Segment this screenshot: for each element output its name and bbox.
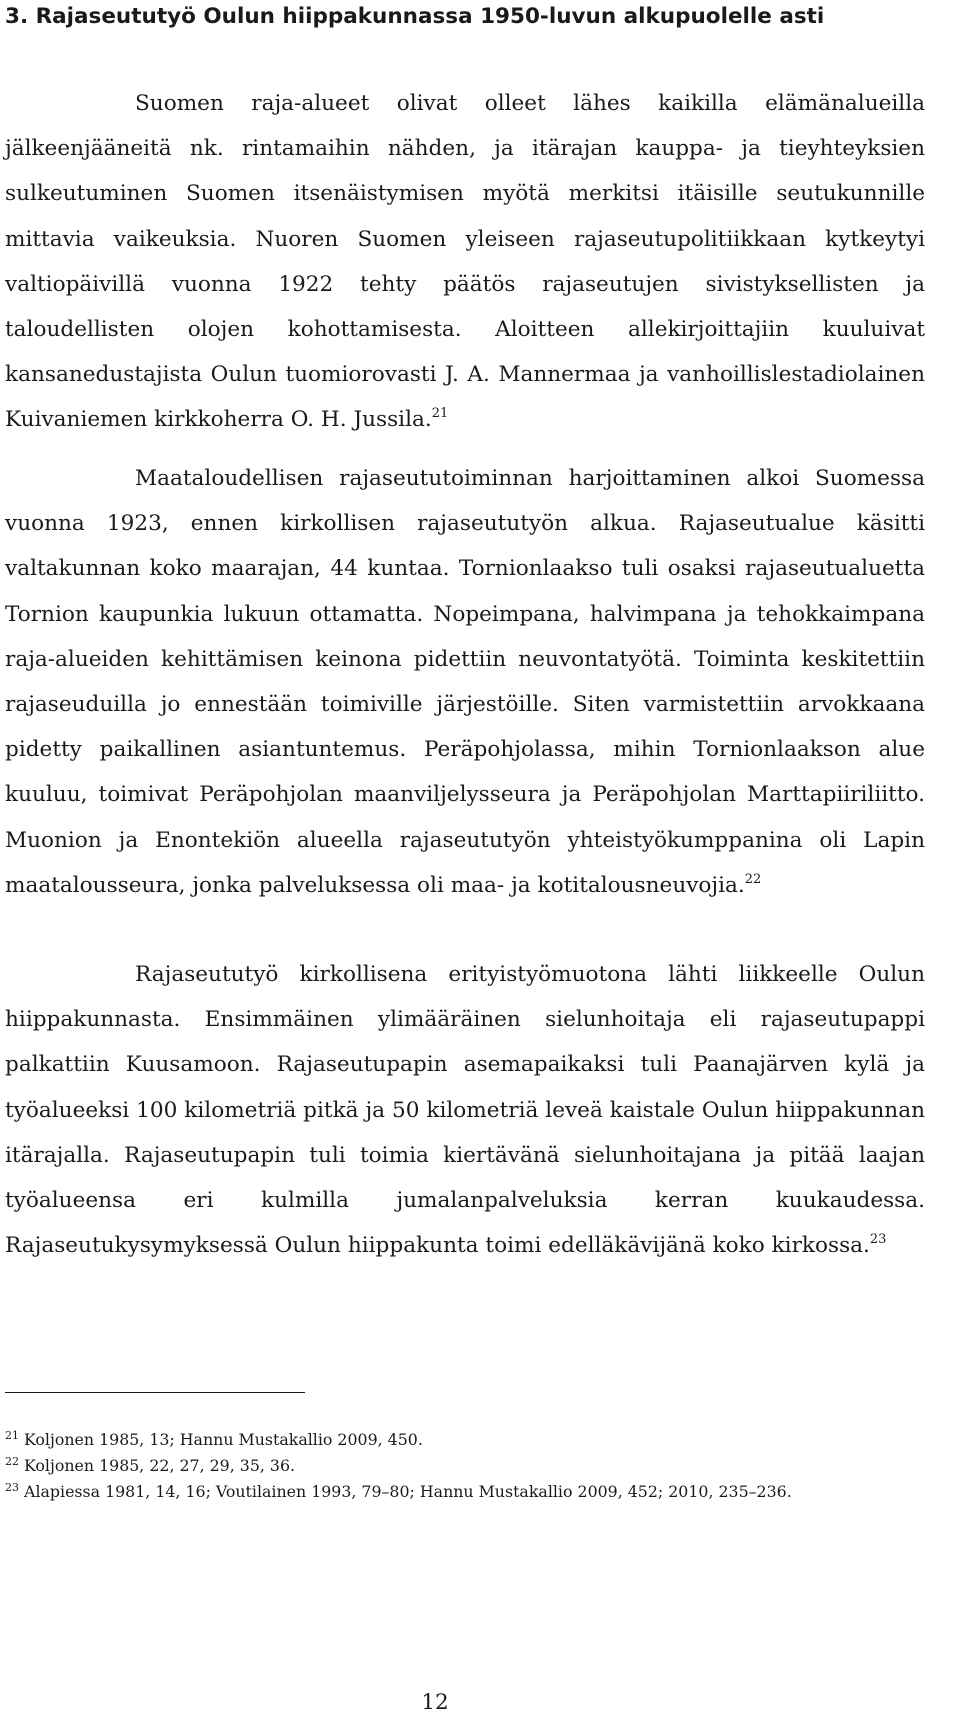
footnote-text: Koljonen 1985, 13; Hannu Mustakallio 2009, 450. [24,1430,423,1449]
footnote-number: 22 [5,1455,19,1468]
footnote-22 [5,1453,925,1479]
footnote-23 [5,1479,925,1505]
footnote-21 [5,1427,925,1453]
paragraph-text: Rajaseututyö kirkollisena erityistyömuotona lähti liikkeelle Oulun hiippakunnasta. Ensimmäinen ylimääräinen sielunhoitaja eli rajaseutupappi palkattiin Kuusamoon. Rajaseutupapin asemapaikaksi tuli Paanajärven kylä ja työalueeksi 100 kilometriä pitkä ja 50 kilometriä leveä kaistale Oulun hiippakunnan itärajalla. Rajaseutupapin tuli toimia kiertävänä sielunhoitajana ja pitää laajan työalueensa eri kulmilla jumalanpalveluksia kerran kuukaudessa. Rajaseutukysymyksessä Oulun hiippakunta toimi edelläkävijänä koko kirkossa. [5,962,925,1259]
footnote-separator [5,1392,305,1393]
footnote-reference: 23 [869,1232,887,1248]
footnote-number: 21 [5,1429,19,1442]
footnote-number: 23 [5,1481,19,1494]
footnotes [5,1427,925,1505]
paragraph-text: Maataloudellisen rajaseututoiminnan harjoittaminen alkoi Suomessa vuonna 1923, ennen kirkollisen rajaseututyön alkua. Rajaseutualue käsitti valtakunnan koko maarajan, 44 kuntaa. Tornionlaakso tuli osaksi rajaseutualuetta Tornion kaupunkia lukuun ottamatta. Nopeimpana, halvimpana ja tehokkaimpana raja-alueiden kehittämisen keinona pidettiin neuvontatyötä. Toiminta keskitettiin rajaseuduilla jo ennestään toimiville järjestöille. Siten varmistettiin arvokkaana pidetty paikallinen asiantuntemus. Peräpohjolassa, mihin Tornionlaakson alue kuuluu, toimivat Peräpohjolan maanviljelysseura ja Peräpohjolan Marttapiiriliitto. Muonion ja Enontekiön alueella rajaseututyön yhteistyökumppanina oli Lapin maatalousseura, jonka palveluksessa oli maa- ja kotitalousneuvojia. [5,466,925,898]
body-paragraph-3 [5,952,925,1268]
body-paragraph-1 [5,81,925,443]
paragraph-text: Suomen raja-alueet olivat olleet lähes kaikilla elämänalueilla jälkeenjääneitä nk. rintamaihin nähden, ja itärajan kauppa- ja tieyhteyksien sulkeutuminen Suomen itsenäistymisen myötä merkitsi itäisille seutukunnille mittavia vaikeuksia. Nuoren Suomen yleiseen rajaseutupolitiikkaan kytkeytyi valtiopäivillä vuonna 1922 tehty päätös rajaseutujen sivistyksellisten ja taloudellisten olojen kohottamisesta. Aloitteen allekirjoittajiin kuuluivat kansanedustajista Oulun tuomiorovasti J. A. Mannermaa ja vanhoillislestadiolainen Kuivaniemen kirkkoherra O. H. Jussila. [5,91,925,433]
chapter-heading: 3. Rajaseututyö Oulun hiippakunnassa 1950-luvun alkupuolelle asti [5,4,825,29]
footnote-text: Alapiessa 1981, 14, 16; Voutilainen 1993, 79–80; Hannu Mustakallio 2009, 452; 2010, 235–236. [24,1482,792,1501]
footnote-reference: 22 [744,871,762,887]
footnote-reference: 21 [431,406,449,422]
footnote-text: Koljonen 1985, 22, 27, 29, 35, 36. [24,1456,296,1475]
page-number: 12 [421,1690,449,1715]
body-paragraph-2 [5,456,925,908]
